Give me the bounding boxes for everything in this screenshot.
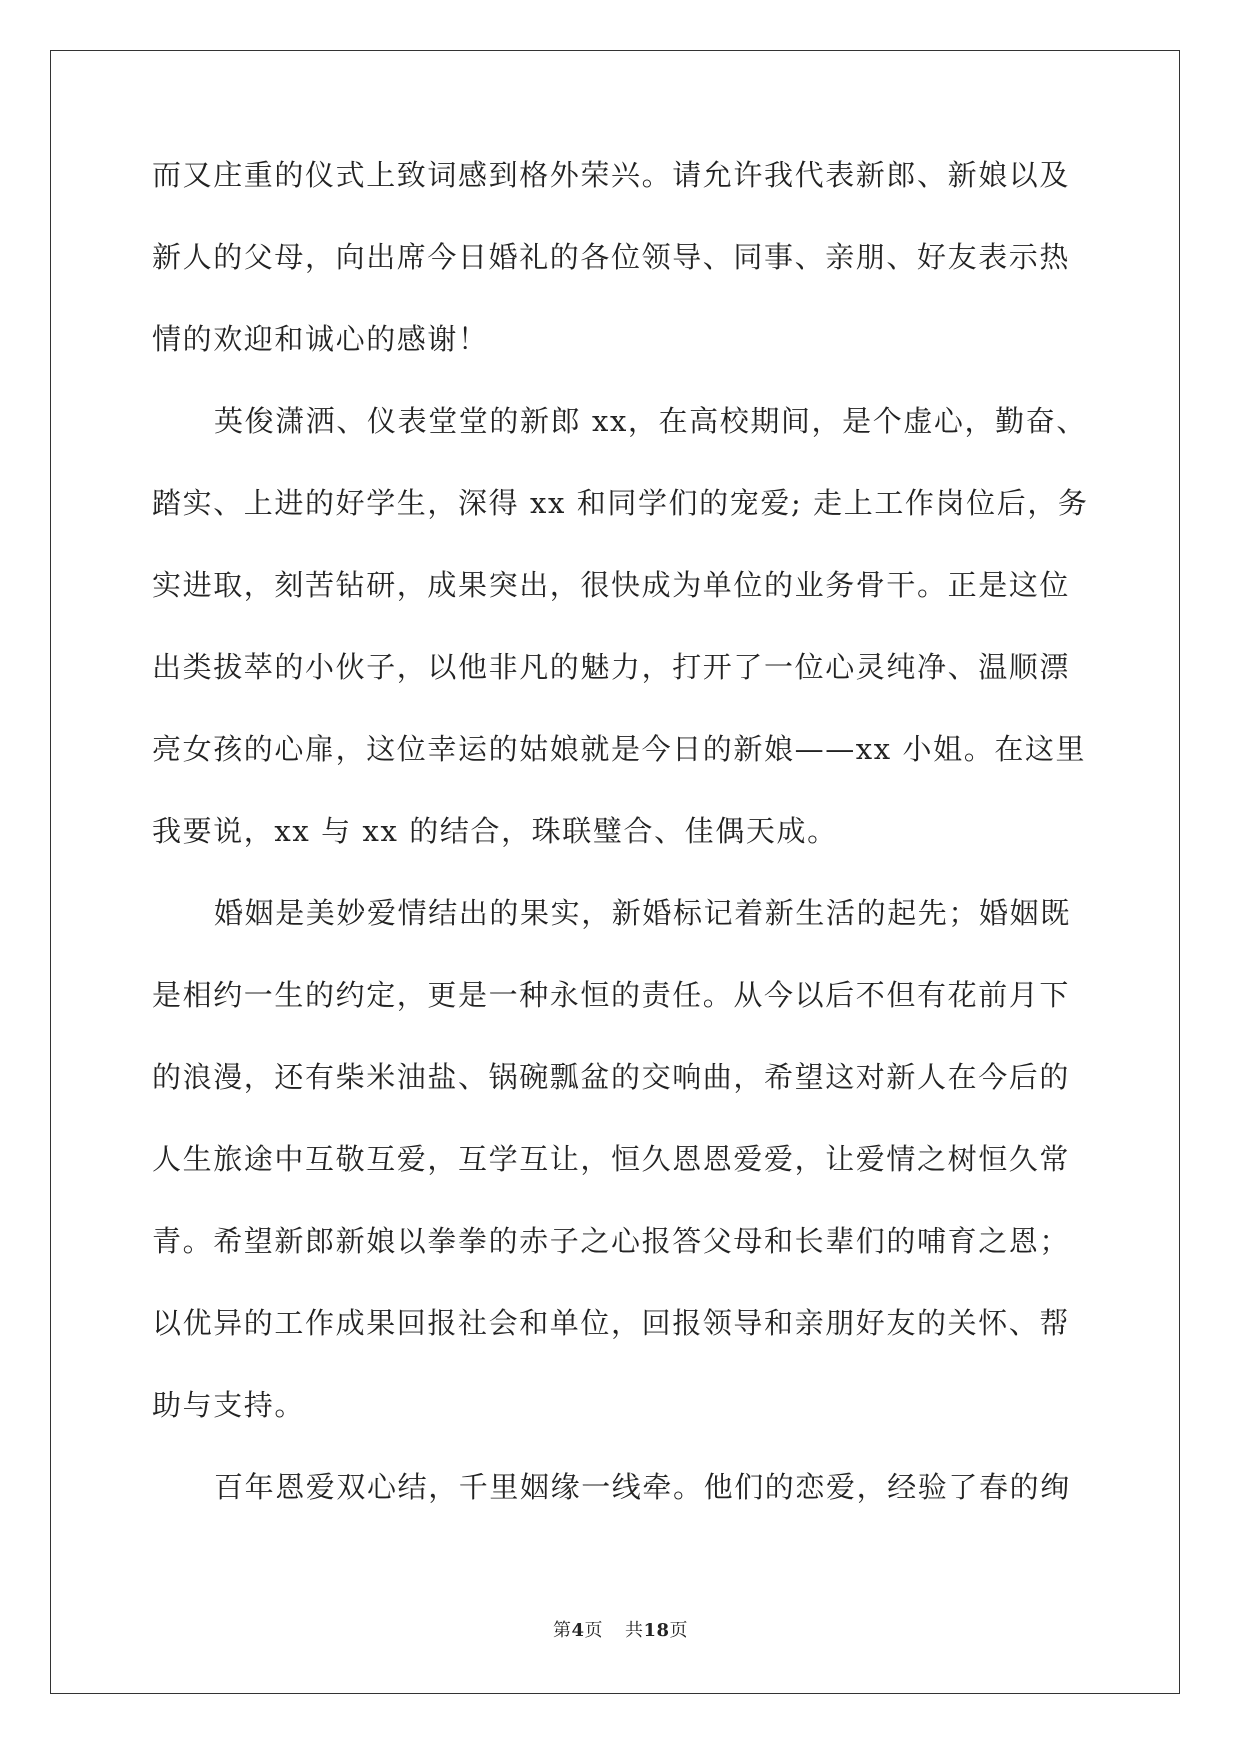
total-prefix: 共 [624,1620,644,1641]
text-line: 新人的父母，向出席今日婚礼的各位领导、同事、亲朋、好友表示热 [152,240,1071,274]
text-line: 出类拔萃的小伙子，以他非凡的魅力，打开了一位心灵纯净、温顺漂 [152,650,1071,684]
page-footer [0,1616,1241,1642]
text-line: 青。希望新郎新娘以拳拳的赤子之心报答父母和长辈们的哺育之恩； [152,1224,1071,1258]
text-line: 亮女孩的心扉，这位幸运的姑娘就是今日的新娘——xx 小姐。在这里 [152,732,1087,766]
document-body [152,158,1092,1552]
paragraph-start-line: 婚姻是美妙爱情结出的果实，新婚标记着新生活的起先；婚姻既 [214,896,1071,930]
text-line: 我要说，xx 与 xx 的结合，珠联璧合、佳偶天成。 [152,814,838,848]
text-line: 踏实、上进的好学生，深得 xx 和同学们的宠爱; 走上工作岗位后，务 [152,486,1089,520]
text-line: 人生旅途中互敬互爱，互学互让，恒久恩恩爱爱，让爱情之树恒久常 [152,1142,1071,1176]
text-line: 助与支持。 [152,1388,306,1422]
page-number: 4 [571,1620,585,1641]
total-suffix: 页 [669,1620,689,1641]
text-line: 以优异的工作成果回报社会和单位，回报领导和亲朋好友的关怀、帮 [152,1306,1071,1340]
text-line: 而又庄重的仪式上致词感到格外荣兴。请允许我代表新郎、新娘以及 [152,158,1071,192]
paragraph-start-line: 英俊潇洒、仪表堂堂的新郎 xx，在高校期间，是个虚心，勤奋、 [214,404,1087,438]
total-pages: 18 [643,1620,670,1641]
text-line: 是相约一生的约定，更是一种永恒的责任。从今以后不但有花前月下 [152,978,1071,1012]
page-suffix: 页 [584,1620,603,1641]
text-line: 情的欢迎和诚心的感谢！ [152,322,489,356]
page-prefix: 第 [552,1620,572,1641]
paragraph-start-line: 百年恩爱双心结，千里姻缘一线牵。他们的恋爱，经验了春的绚 [214,1470,1071,1504]
text-line: 实进取，刻苦钻研，成果突出，很快成为单位的业务骨干。正是这位 [152,568,1071,602]
text-line: 的浪漫，还有柴米油盐、锅碗瓢盆的交响曲，希望这对新人在今后的 [152,1060,1071,1094]
